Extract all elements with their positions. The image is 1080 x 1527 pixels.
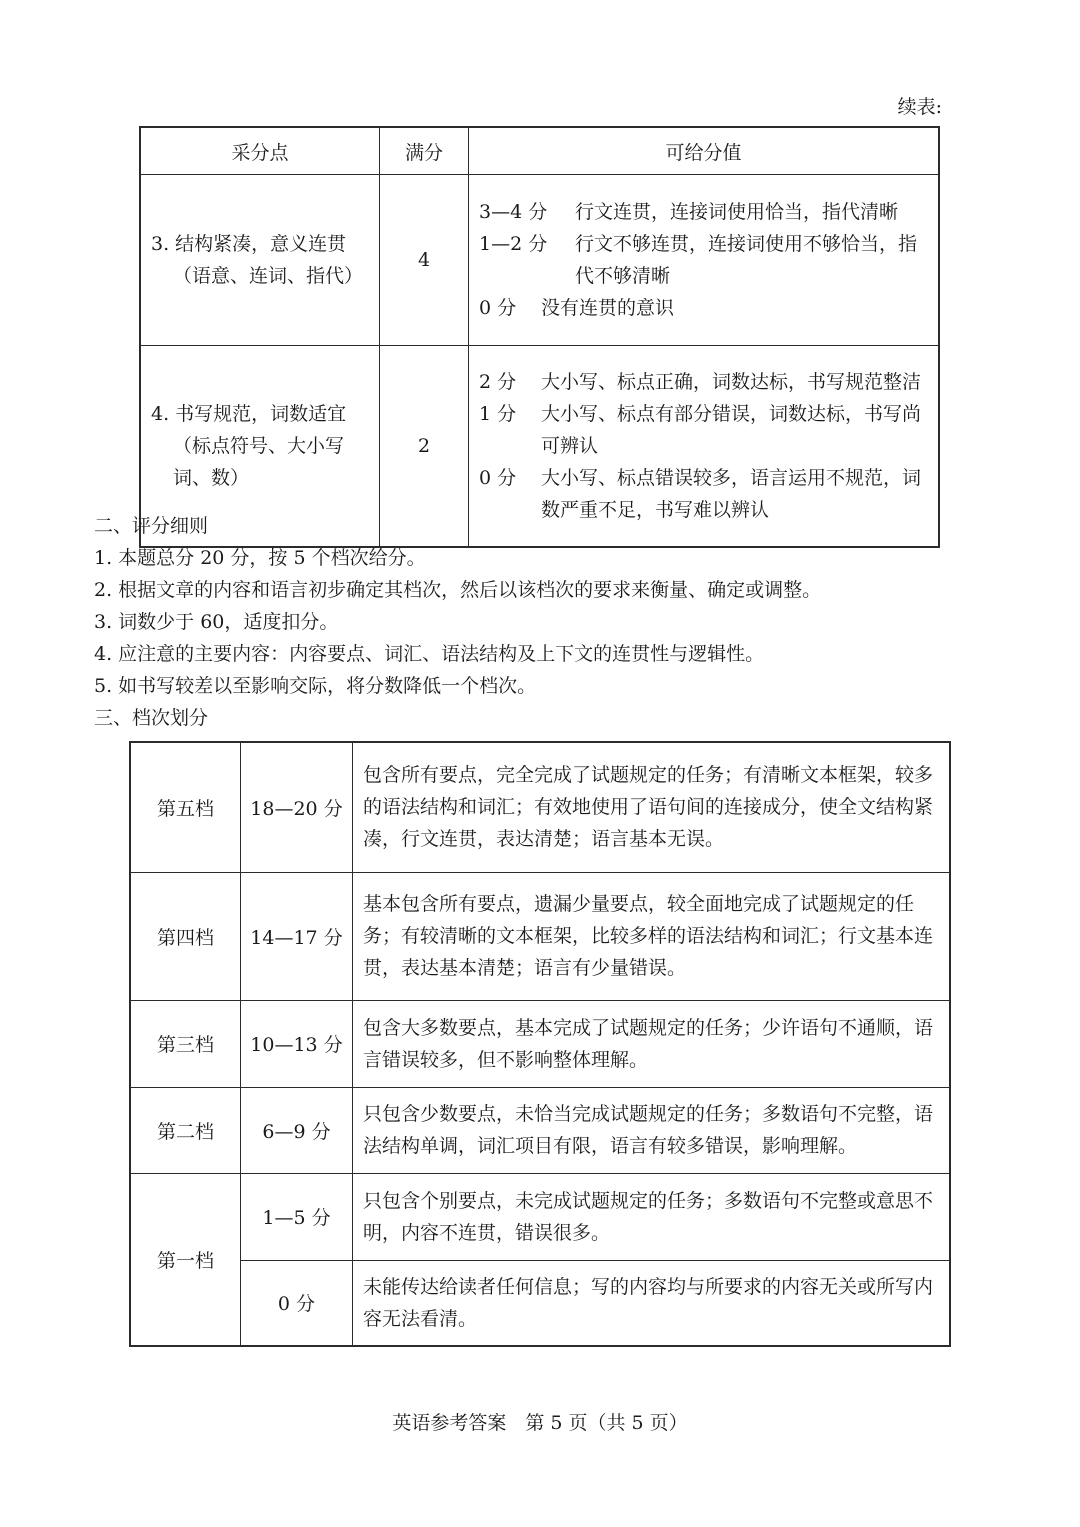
description-cell: 未能传达给读者任何信息；写的内容均与所要求的内容无关或所写内容无法看清。: [353, 1260, 951, 1346]
section-title: 二、评分细则: [94, 515, 209, 537]
list-item: 3. 词数少于 60，适度扣分。: [94, 611, 339, 633]
level-cell: 第四档: [130, 872, 241, 1000]
score-range-cell: 10—13 分: [241, 1000, 353, 1087]
list-item: 4. 应注意的主要内容：内容要点、词汇、语法结构及上下文的连贯性与逻辑性。: [94, 643, 765, 665]
table-row: [140, 175, 939, 346]
grade-line: 0 分 没有连贯的意识: [479, 297, 675, 319]
possible-scores-cell: [469, 175, 940, 346]
level-cell: 第一档: [130, 1173, 241, 1346]
list-item: 2. 根据文章的内容和语言初步确定其档次，然后以该档次的要求来衡量、确定或调整。: [94, 579, 822, 601]
score-range-cell: 18—20 分: [241, 742, 353, 872]
grade-line: 2 分 大小写、标点正确，词数达标，书写规范整洁: [479, 371, 922, 393]
table-row: [130, 1260, 950, 1346]
scoring-points-table: [139, 126, 940, 548]
table-row: [130, 872, 950, 1000]
table-row: [130, 742, 950, 872]
list-item: 1. 本题总分 20 分，按 5 个档次给分。: [94, 547, 426, 569]
table-header-row: [140, 127, 939, 175]
scoring-point-cell: 3. 结构紧凑，意义连贯（语意、连词、指代）: [140, 175, 380, 346]
table-row: [130, 1087, 950, 1173]
description-cell: 包含所有要点，完全完成了试题规定的任务；有清晰文本框架，较多的语法结构和词汇；有效地使用了语句间的连接成分，使全文结构紧凑，行文连贯，表达清楚；语言基本无误。: [353, 742, 951, 872]
description-cell: 包含大多数要点，基本完成了试题规定的任务；少许语句不通顺，语言错误较多，但不影响整体理解。: [353, 1000, 951, 1087]
table-row: [130, 1173, 950, 1260]
section-title: 三、档次划分: [94, 707, 209, 729]
score-range-cell: 0 分: [241, 1260, 353, 1346]
level-cell: 第二档: [130, 1087, 241, 1173]
level-cell: 第三档: [130, 1000, 241, 1087]
score-range-cell: 1—5 分: [241, 1173, 353, 1260]
description-cell: 基本包含所有要点，遗漏少量要点，较全面地完成了试题规定的任务；有较清晰的文本框架，比较多样的语法结构和词汇；行文基本连贯，表达基本清楚；语言有少量错误。: [353, 872, 951, 1000]
score-range-cell: 6—9 分: [241, 1087, 353, 1173]
grade-levels-table: [129, 741, 951, 1347]
header-possible-scores: 可给分值: [469, 127, 940, 175]
scoring-rules-section: [94, 510, 974, 734]
description-cell: 只包含个别要点，未完成试题规定的任务；多数语句不完整或意思不明，内容不连贯，错误很多。: [353, 1173, 951, 1260]
description-cell: 只包含少数要点，未恰当完成试题规定的任务；多数语句不完整，语法结构单调，词汇项目有限，语言有较多错误，影响理解。: [353, 1087, 951, 1173]
grade-line: 3—4 分 行文连贯，连接词使用恰当，指代清晰: [479, 201, 899, 223]
header-scoring-point: 采分点: [140, 127, 380, 175]
level-cell: 第五档: [130, 742, 241, 872]
continued-label: 续表:: [897, 96, 942, 118]
grade-line: 1 分 大小写、标点有部分错误，词数达标，书写尚可辨认: [479, 403, 922, 457]
table-row: [130, 1000, 950, 1087]
scoring-point-cell: 4. 书写规范，词数适宜（标点符号、大小写词、数）: [140, 346, 380, 548]
full-score-cell: 4: [380, 175, 469, 346]
header-full-score: 满分: [380, 127, 469, 175]
score-range-cell: 14—17 分: [241, 872, 353, 1000]
list-item: 5. 如书写较差以至影响交际，将分数降低一个档次。: [94, 675, 537, 697]
full-score-cell: 2: [380, 346, 469, 548]
grade-line: 1—2 分 行文不够连贯，连接词使用不够恰当，指代不够清晰: [479, 233, 918, 287]
grade-line: 0 分 大小写、标点错误较多，语言运用不规范，词数严重不足，书写难以辨认: [479, 467, 922, 521]
page-footer: 英语参考答案 第 5 页（共 5 页）: [392, 1412, 688, 1434]
